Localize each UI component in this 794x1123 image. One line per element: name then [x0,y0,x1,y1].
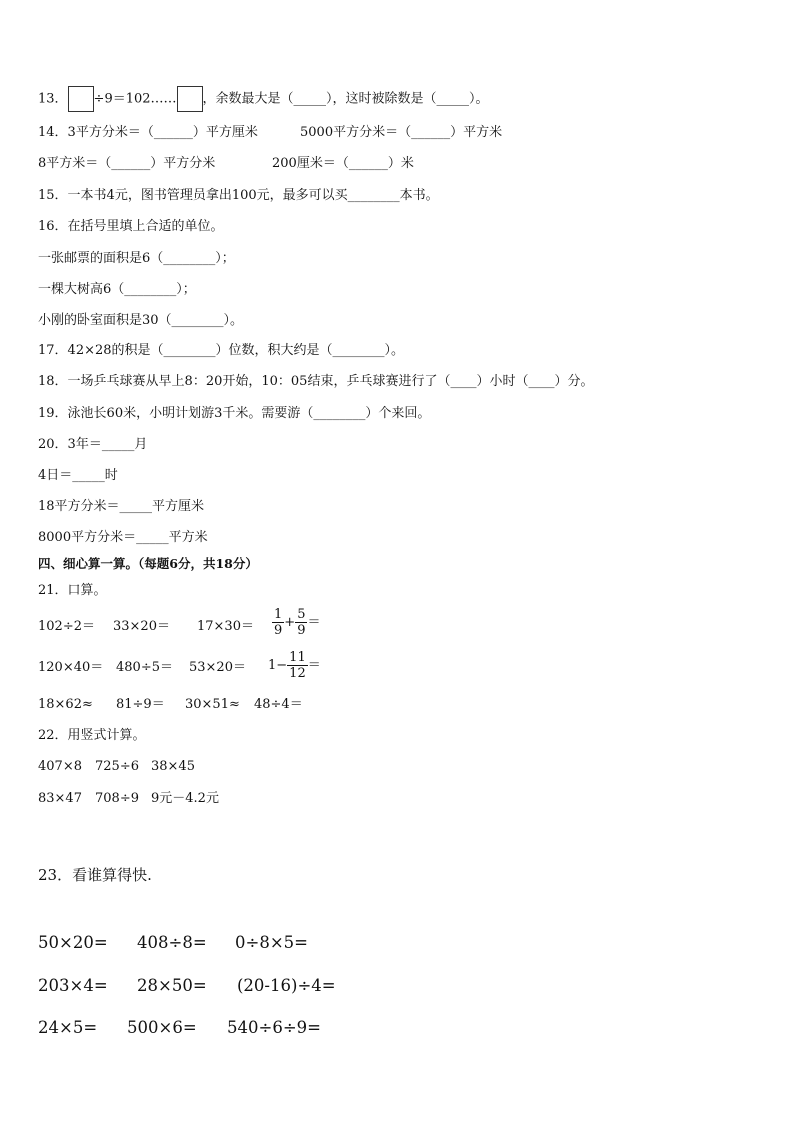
q13-text-1: ÷9＝102…… [93,91,177,107]
question-23-title: 23．看谁算得快. [38,866,152,884]
q14-line1b: 5000平方分米＝（______）平方米 [300,125,503,140]
q21-r3-3: 48÷4＝ [254,697,303,712]
dividend-box[interactable] [68,86,94,112]
question-16-a: 一张邮票的面积是6（________）； [38,251,235,266]
q23-r1-2: 0÷8×5= [235,933,308,952]
q23-r1-1: 408÷8= [137,933,207,952]
q13-number: 13． [38,91,68,107]
q23-r3-1: 500×6= [127,1018,197,1037]
question-22-title: 22．用竖式计算。 [38,728,146,743]
q23-r2-1: 28×50= [137,976,207,995]
q23-r3-2: 540÷6÷9= [227,1018,321,1037]
q23-r2-2: (20-16)÷4= [237,976,336,995]
q21-r1-0: 102÷2＝ [38,619,95,634]
question-18: 18．一场乒乓球赛从早上8：20开始，10：05结束，乒乓球赛进行了（____）小时（____）分。 [38,374,594,389]
question-16-c: 小刚的卧室面积是30（________）。 [38,313,244,328]
q23-r2-0: 203×4= [38,976,108,995]
q22-r1-0: 407×8 [38,759,82,774]
question-20-a: 20．3年＝_____月 [38,437,148,452]
q22-r2-1: 708÷9 [95,791,139,806]
q22-r1-1: 725÷6 [95,759,139,774]
q21-r1-1: 33×20＝ [113,619,170,634]
question-13 [38,86,489,112]
q21-fraction-diff: 1− $\frac{11}{12}$ ＝ [268,650,321,681]
q21-r1-2: 17×30＝ [197,619,254,634]
q13-text-2: ，余数最大是（_____），这时被除数是（_____）。 [202,91,489,107]
fraction-1-9: $\frac{1}{9}$ [274,607,283,638]
q22-r1-2: 38×45 [151,759,195,774]
remainder-box[interactable] [177,86,203,112]
section-4-heading: 四、细心算一算。（每题6分，共18分） [38,556,258,571]
q14-line2a: 8平方米＝（______）平方分米 [38,156,216,171]
q21-r2-0: 120×40＝ [38,660,104,675]
q14-line1a: 14．3平方分米＝（______）平方厘米 [38,125,258,140]
fraction-11-12: $\frac{11}{12}$ [289,650,306,681]
q21-fraction-sum: $\frac{1}{9}$ + $\frac{5}{9}$ ＝ [274,607,321,638]
q14-line2b: 200厘米＝（______）米 [272,156,414,171]
q21-r3-1: 81÷9＝ [116,697,165,712]
question-17: 17．42×28的积是（________）位数，积大约是（________）。 [38,343,405,358]
question-21-title: 21．口算。 [38,583,107,598]
q23-r1-0: 50×20= [38,933,108,952]
question-20-b: 4日＝_____时 [38,468,118,483]
question-20-c: 18平方分米＝_____平方厘米 [38,499,205,514]
q23-r3-0: 24×5= [38,1018,98,1037]
q21-r3-0: 18×62≈ [38,697,93,712]
q22-r2-2: 9元－4.2元 [151,791,219,806]
question-20-d: 8000平方分米＝_____平方米 [38,530,208,545]
q21-r3-2: 30×51≈ [185,697,240,712]
question-16-title: 16．在括号里填上合适的单位。 [38,219,224,234]
fraction-5-9: $\frac{5}{9}$ [297,607,306,638]
question-16-b: 一棵大树高6（________）； [38,282,196,297]
q22-r2-0: 83×47 [38,791,82,806]
question-15: 15．一本书4元，图书管理员拿出100元，最多可以买________本书。 [38,188,439,203]
question-19: 19．泳池长60米，小明计划游3千米。需要游（________）个来回。 [38,406,431,421]
q21-r2-2: 53×20＝ [189,660,246,675]
q21-r2-1: 480÷5＝ [116,660,173,675]
